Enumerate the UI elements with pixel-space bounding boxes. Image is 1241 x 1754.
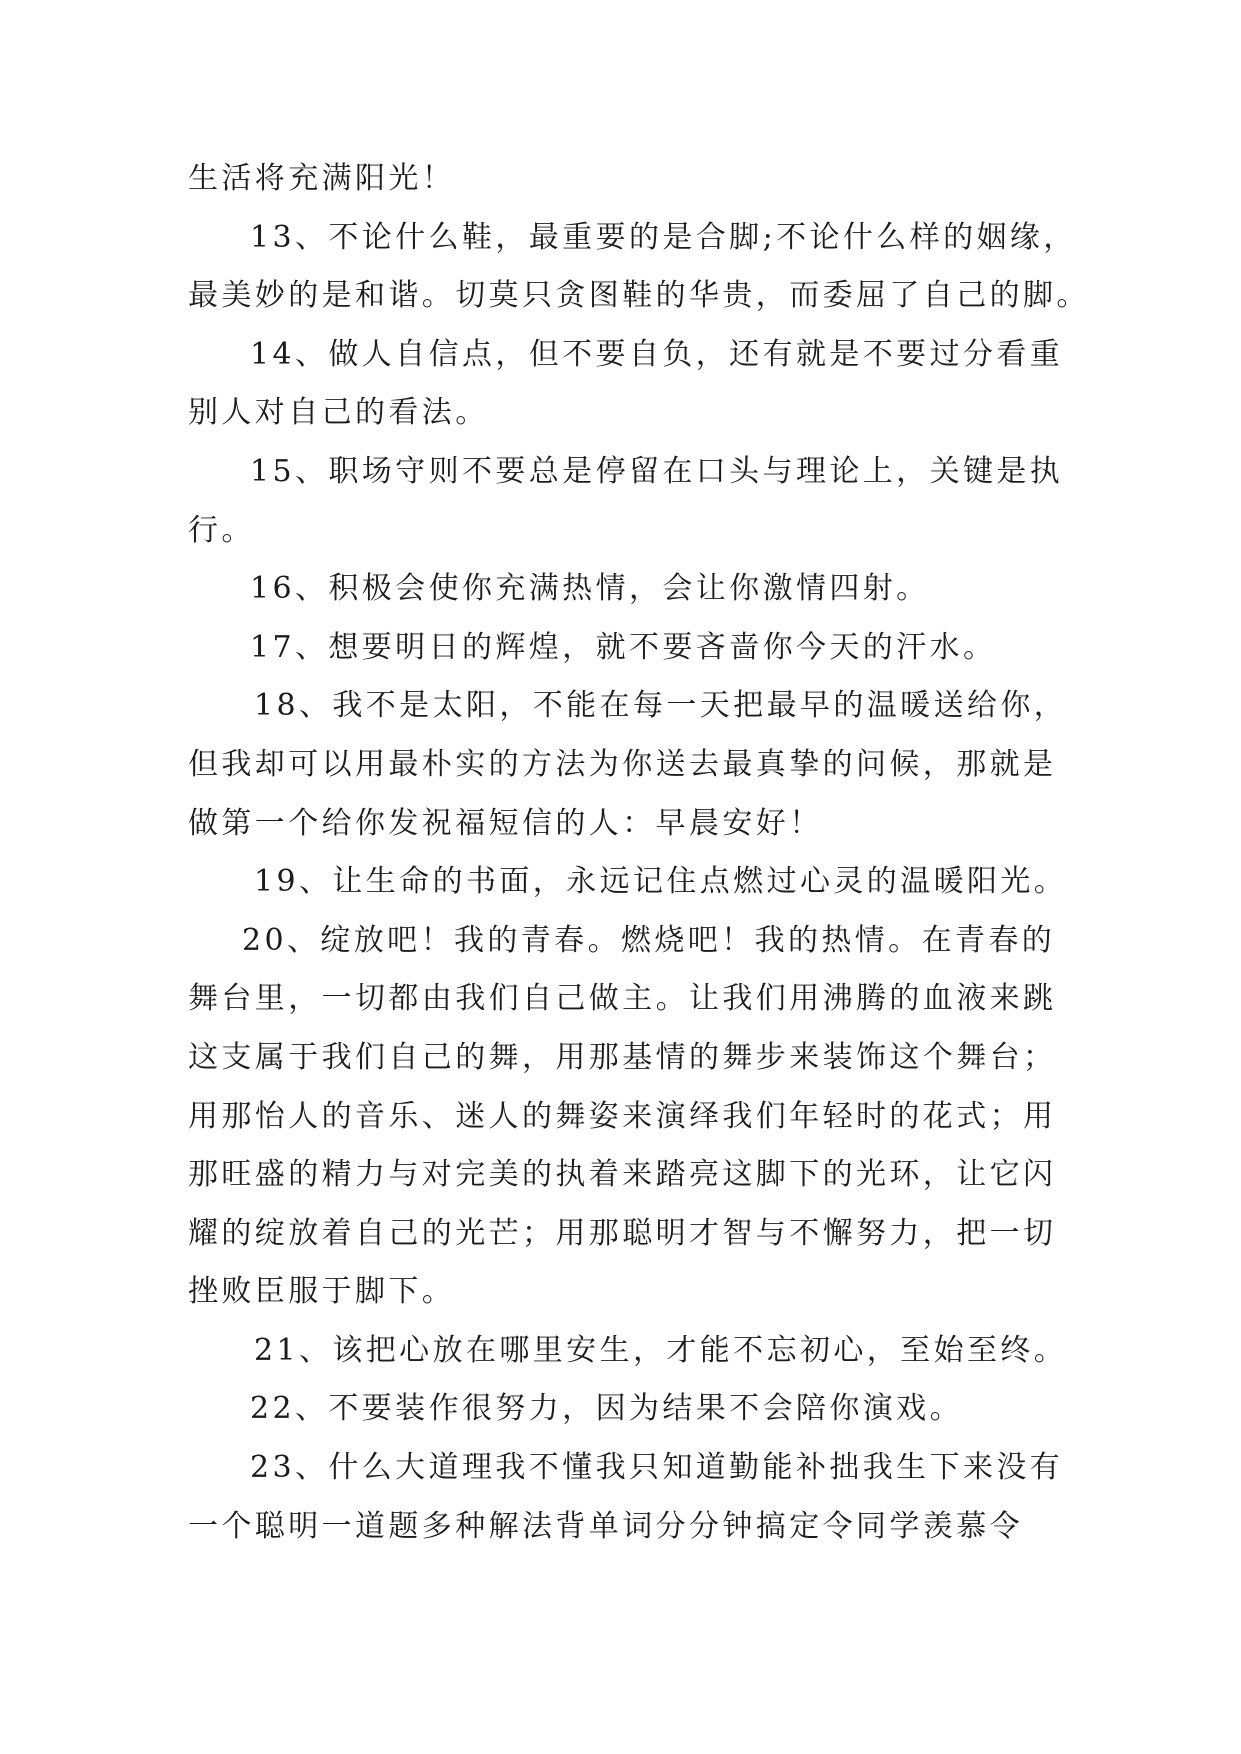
text-line: 19、让生命的书面，永远记住点燃过心灵的温暖阳光。: [254, 864, 1068, 900]
text-line: 20、绽放吧！我的青春。燃烧吧！我的热情。在青春的: [242, 922, 1056, 958]
text-line: 13、不论什么鞋，最重要的是合脚;不论什么样的姻缘，: [250, 219, 1077, 255]
text-line: 那旺盛的精力与对完美的执着来踏亮这脚下的光环，让它闪: [188, 1157, 1057, 1193]
text-line: 23、什么大道理我不懂我只知道勤能补拙我生下来没有: [250, 1450, 1064, 1486]
text-line: 用那怡人的音乐、迷人的舞姿来演绎我们年轻时的花式；用: [188, 1098, 1057, 1134]
text-line: 行。: [188, 512, 255, 548]
text-line: 14、做人自信点，但不要自负，还有就是不要过分看重: [250, 336, 1064, 372]
text-line: 18、我不是太阳，不能在每一天把最早的温暖送给你，: [254, 688, 1068, 724]
text-line: 做第一个给你发祝福短信的人：早晨安好！: [188, 805, 823, 841]
text-line: 这支属于我们自己的舞，用那基情的舞步来装饰这个舞台；: [188, 1039, 1057, 1075]
text-line: 耀的绽放着自己的光芒；用那聪明才智与不懈努力，把一切: [188, 1215, 1057, 1251]
text-line: 15、职场守则不要总是停留在口头与理论上，关键是执: [250, 453, 1064, 489]
document-body: [188, 150, 1090, 1556]
text-line: 舞台里，一切都由我们自己做主。让我们用沸腾的血液来跳: [188, 981, 1057, 1017]
text-line: 但我却可以用最朴实的方法为你送去最真挚的问候，那就是: [188, 746, 1057, 782]
text-line: 一个聪明一道题多种解法背单词分分钟搞定令同学羡慕令: [188, 1508, 1023, 1544]
text-line: 21、该把心放在哪里安生，才能不忘初心，至始至终。: [254, 1332, 1068, 1368]
text-line: 最美妙的是和谐。切莫只贪图鞋的华贵，而委屈了自己的脚。: [188, 278, 1090, 314]
text-line: 16、积极会使你充满热情，会让你激情四射。: [250, 571, 930, 607]
text-line: 挫败臣服于脚下。: [188, 1274, 456, 1310]
text-line: 别人对自己的看法。: [188, 395, 489, 431]
text-line: 生活将充满阳光！: [188, 161, 456, 196]
text-line: 22、不要装作很努力，因为结果不会陪你演戏。: [250, 1391, 963, 1427]
text-line: 17、想要明日的辉煌，就不要吝啬你今天的汗水。: [250, 629, 997, 665]
